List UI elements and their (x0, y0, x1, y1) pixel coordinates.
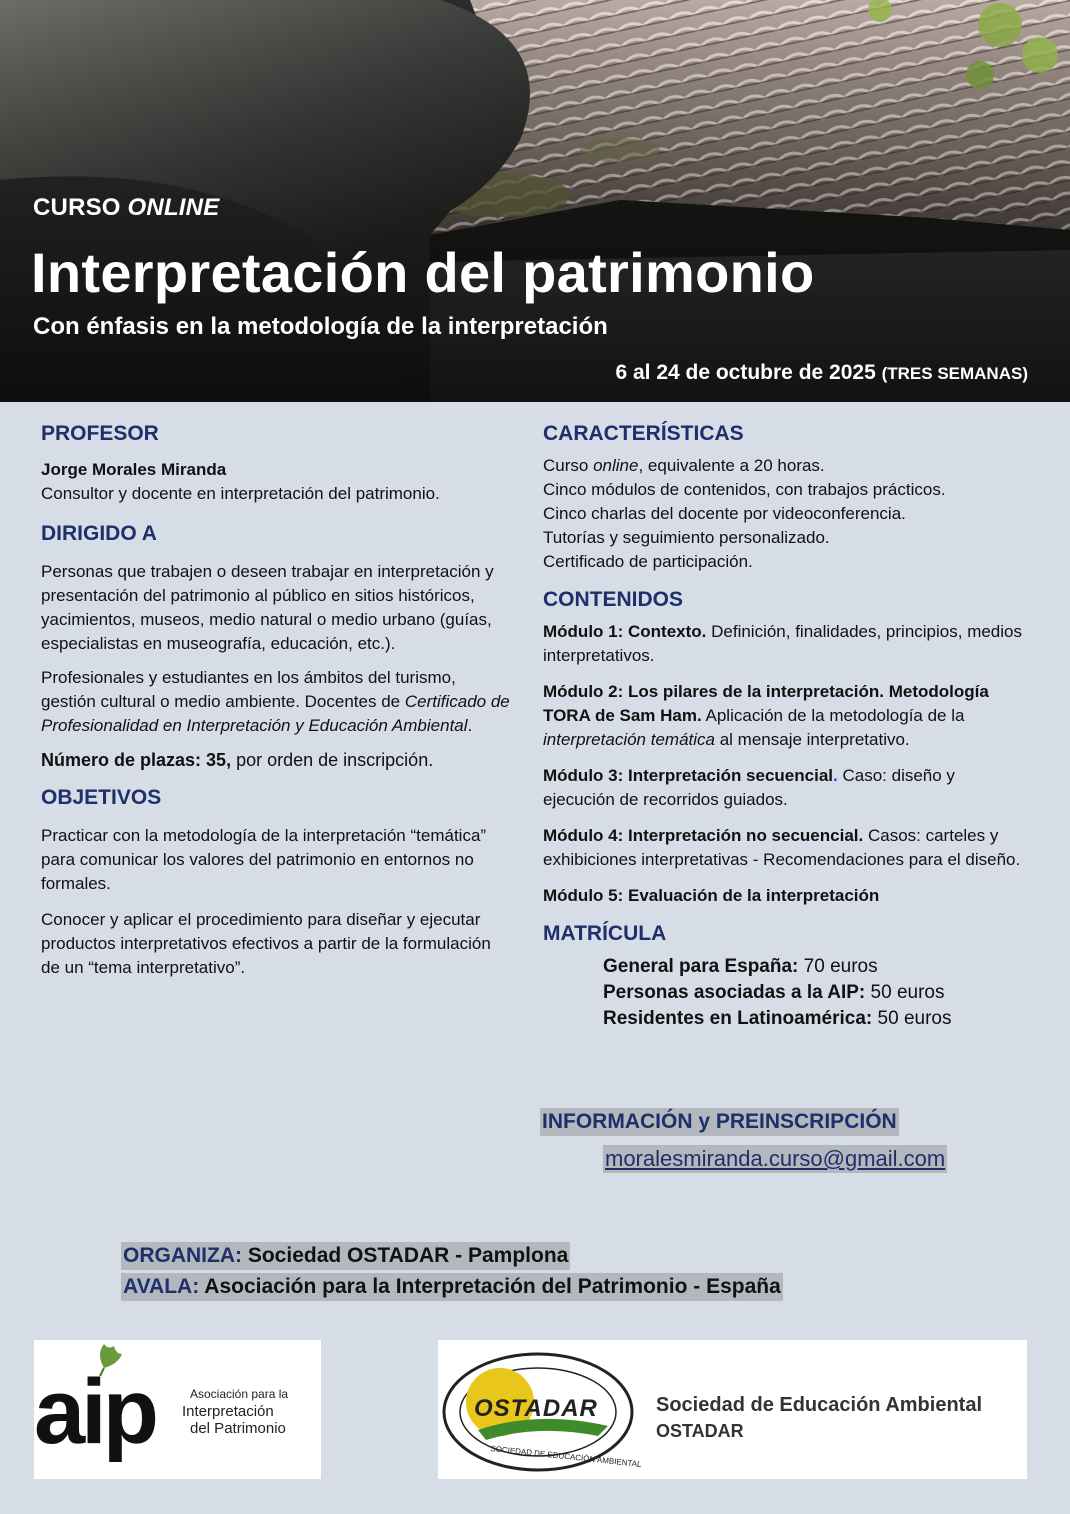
modulo-5: Módulo 5: Evaluación de la interpretación (543, 886, 880, 905)
aip-name: Asociación para la Interpretación del Patrimonio (182, 1387, 289, 1437)
course-kicker: CURSO ONLINE (33, 194, 220, 221)
dirigido-paragraph-1: Personas que trabajen o deseen trabajar en interpretación y presentación del patrimonio al público en sitios históricos, yacimientos, museos, medio natural o medio urbano (guías, especialistas en museografía, educación, etc.). (41, 562, 494, 653)
caracteristicas-line-4: Tutorías y seguimiento personalizado. (543, 528, 830, 547)
dirigido-paragraph-2: Profesionales y estudiantes en los ámbitos del turismo, gestión cultural o medio ambiente. Docentes de Certificado de Profesionalidad en Interpretación y Educación Ambiental. (41, 668, 510, 735)
modulo-4: Módulo 4: Interpretación no secuencial. Casos: carteles y exhibiciones interpretativas - Recomendaciones para el diseño. (543, 826, 1021, 869)
caracteristicas-line-2: Cinco módulos de contenidos, con trabajos prácticos. (543, 480, 946, 499)
objetivos-paragraph-2: Conocer y aplicar el procedimiento para diseñar y ejecutar productos interpretativos efectivos a partir de la formulación de un “tema interpretativo”. (41, 910, 491, 977)
left-column (41, 420, 511, 980)
caracteristicas-heading: CARACTERÍSTICAS (543, 422, 744, 445)
aip-logo (34, 1340, 321, 1479)
organiza-line: ORGANIZA: Sociedad OSTADAR - Pamplona (121, 1242, 570, 1270)
contact-email-link[interactable]: moralesmiranda.curso@gmail.com (605, 1146, 946, 1171)
right-column (543, 420, 1028, 1032)
hero-banner (0, 0, 1070, 402)
course-title: Interpretación del patrimonio (31, 241, 815, 304)
profesor-name: Jorge Morales Miranda (41, 460, 227, 479)
ostadar-name: Sociedad de Educación Ambiental OSTADAR (656, 1394, 982, 1441)
plazas: Número de plazas: 35, por orden de inscripción. (41, 750, 434, 770)
profesor-role: Consultor y docente en interpretación del patrimonio. (41, 484, 440, 503)
objetivos-paragraph-1: Practicar con la metodología de la interpretación “temática” para comunicar los valores del patrimonio en entornos no formales. (41, 826, 487, 893)
matricula-heading: MATRÍCULA (543, 922, 667, 945)
profesor-heading: PROFESOR (41, 422, 159, 445)
modulo-2: Módulo 2: Los pilares de la interpretación. Metodología TORA de Sam Ham. Aplicación de la metodología de la interpretación temática al mensaje interpretativo. (543, 682, 989, 749)
course-subtitle: Con énfasis en la metodología de la interpretación (33, 313, 608, 340)
ostadar-ring-text: SOCIEDAD DE EDUCACIÓN AMBIENTAL (489, 1444, 642, 1469)
avala-line: AVALA: Asociación para la Interpretación del Patrimonio - España (121, 1273, 783, 1301)
aip-mark: aip (34, 1361, 155, 1463)
fee-row: Personas asociadas a la AIP: 50 euros (603, 982, 945, 1003)
contenidos-heading: CONTENIDOS (543, 588, 684, 611)
fee-row: General para España: 70 euros (603, 956, 878, 977)
ostadar-mark: OSTADAR (474, 1395, 598, 1422)
caracteristicas-line-1: Curso online, equivalente a 20 horas. (543, 456, 825, 475)
objetivos-heading: OBJETIVOS (41, 786, 162, 809)
modulo-1: Módulo 1: Contexto. Definición, finalidades, principios, medios interpretativos. (543, 622, 1022, 665)
dirigido-heading: DIRIGIDO A (41, 522, 157, 545)
course-dates: 6 al 24 de octubre de 2025 (TRES SEMANAS) (615, 361, 1028, 384)
modulo-3: Módulo 3: Interpretación secuencial. Caso: diseño y ejecución de recorridos guiados. (543, 766, 955, 809)
caracteristicas-line-3: Cinco charlas del docente por videoconferencia. (543, 504, 906, 523)
caracteristicas-line-5: Certificado de participación. (543, 552, 753, 571)
ostadar-logo (438, 1340, 1027, 1479)
fee-row: Residentes en Latinoamérica: 50 euros (603, 1008, 952, 1029)
info-heading: INFORMACIÓN y PREINSCRIPCIÓN (540, 1108, 899, 1136)
